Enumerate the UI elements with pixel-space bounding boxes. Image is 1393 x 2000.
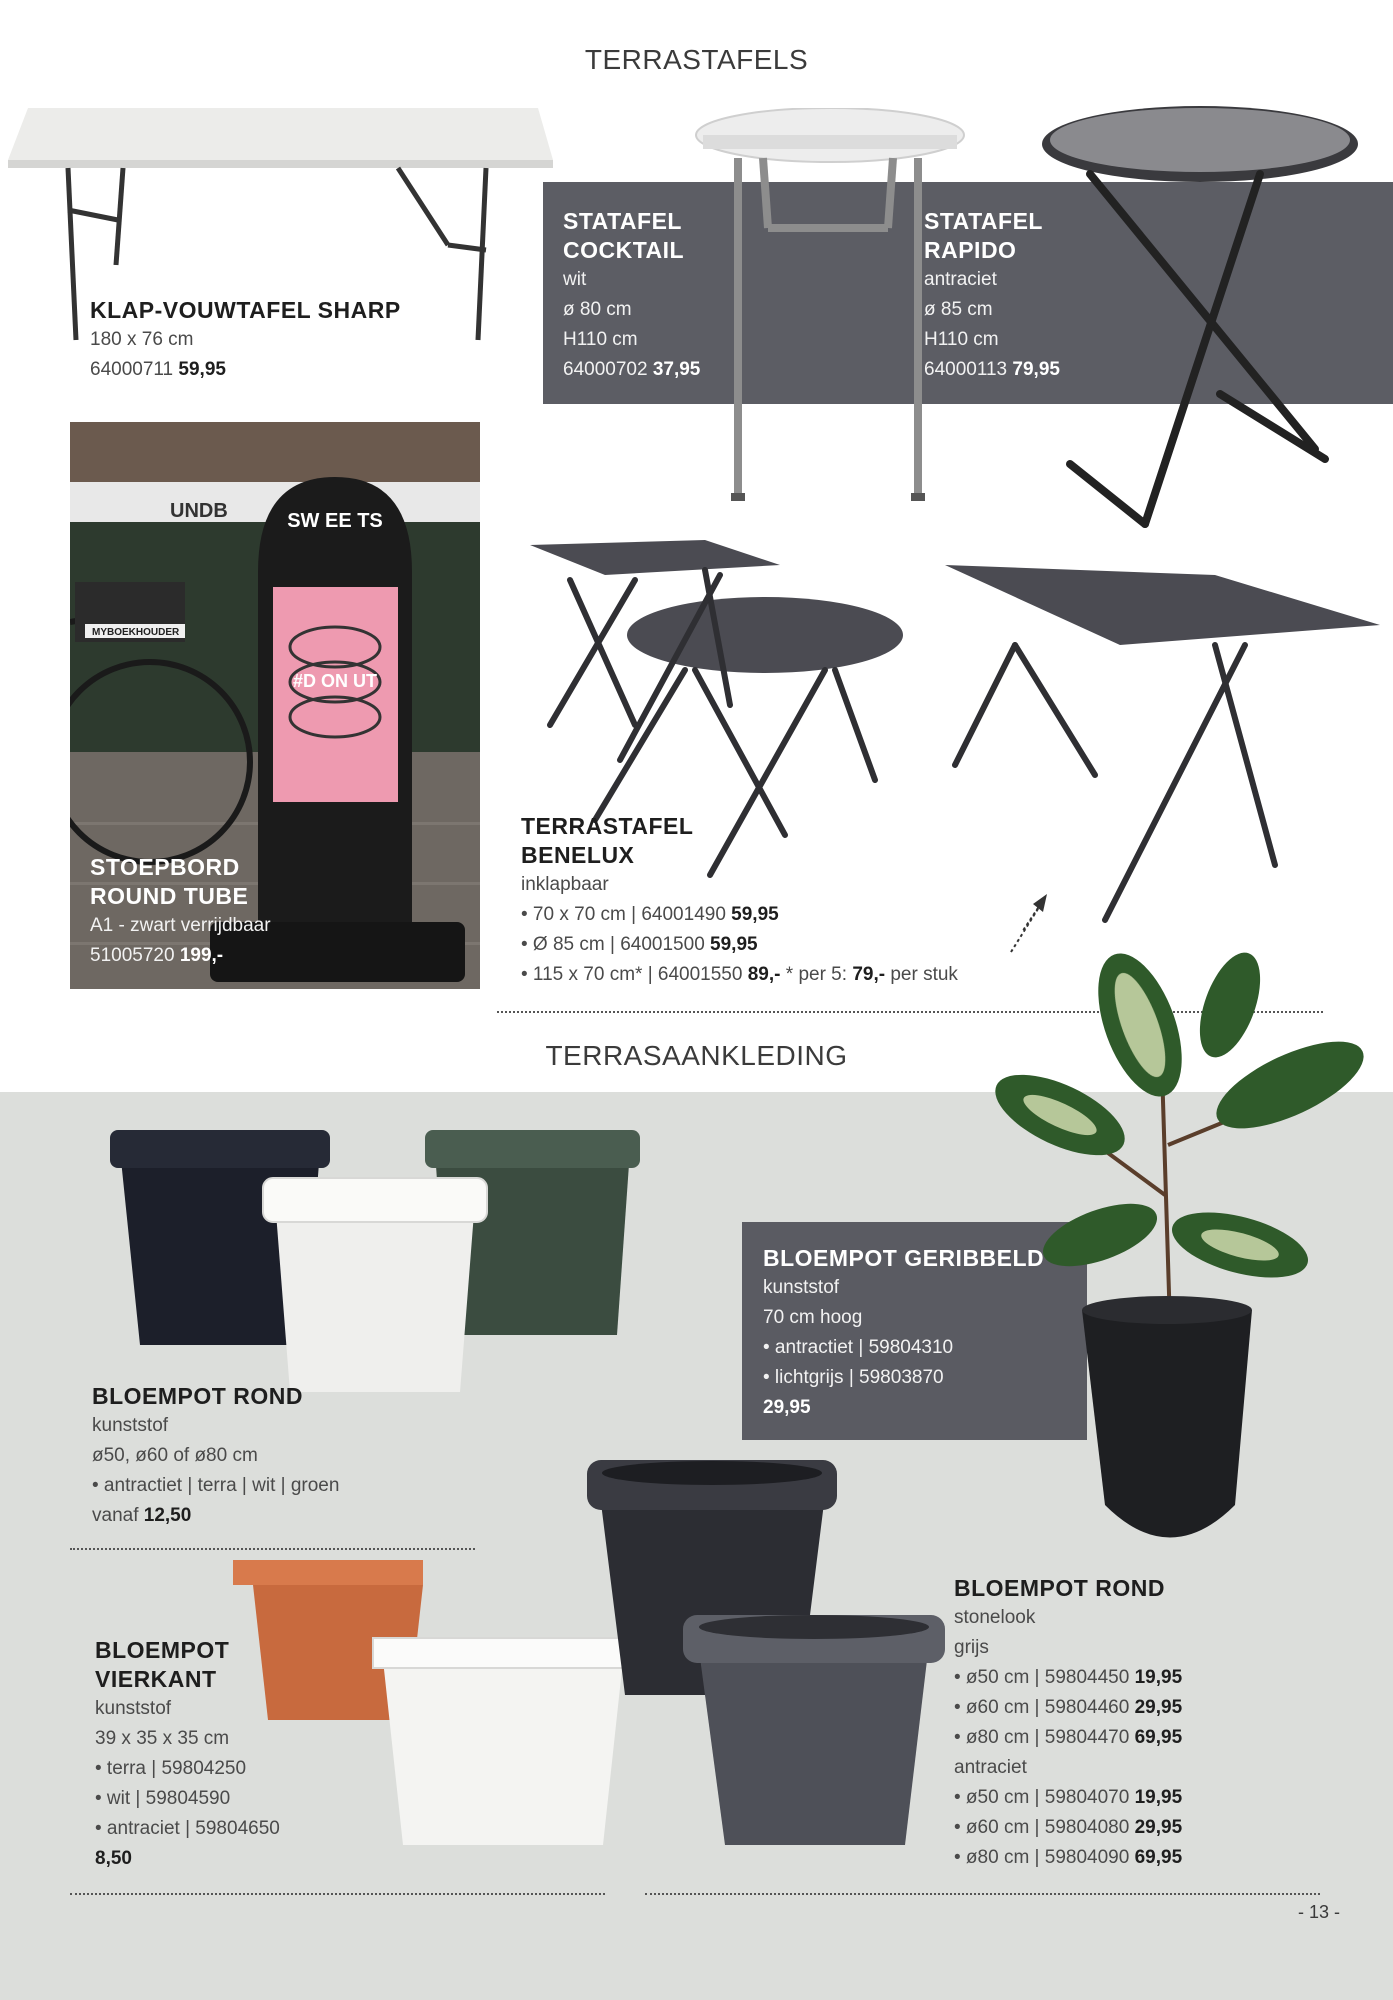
product-material: stonelook [954,1607,1036,1628]
product-code-price: 64000702 37,95 [563,359,701,380]
product-color: wit [563,269,587,290]
product-name-line2: BENELUX [521,842,635,868]
product-code-price: 64000113 79,95 [924,359,1060,380]
product-height: 70 cm hoog [763,1307,863,1328]
variant-row: • 70 x 70 cm | 64001490 59,95 [521,904,779,925]
variant-row: • 115 x 70 cm* | 64001550 89,- * per 5: 79,- per stuk [521,964,958,985]
variant-row: • ø80 cm | 59804090 69,95 [954,1847,1183,1868]
product-klap-vouwtafel [90,296,401,385]
poster-text: #D ON UT [292,671,378,691]
product-name: KLAP-VOUWTAFEL SHARP [90,297,401,323]
section-title-tables: TERRASTAFELS [584,44,809,75]
divider-bottom-right [645,1893,1320,1895]
product-price: 29,95 [763,1397,811,1418]
product-desc: inklapbaar [521,874,609,895]
product-name-line1: TERRASTAFEL [521,813,694,839]
variant-row: • lichtgrijs | 59803870 [763,1367,944,1388]
color-heading: antraciet [954,1757,1027,1778]
product-desc: A1 - zwart verrijdbaar [90,915,271,936]
product-height: H110 cm [924,329,999,350]
variant-row: • ø50 cm | 59804450 19,95 [954,1667,1183,1688]
variant-row: • antractiet | 59804310 [763,1337,954,1358]
section-title-decor: TERRASAANKLEDING [545,1040,848,1071]
variant-row: • terra | 59804250 [95,1758,247,1779]
product-material: kunststof [95,1698,172,1719]
plant-pot-image [990,945,1370,1570]
product-name-line2: ROUND TUBE [90,883,249,909]
product-material: kunststof [92,1415,169,1436]
product-name-line2: COCKTAIL [563,237,685,263]
product-color: antraciet [924,269,997,290]
product-terrastafel-benelux [521,812,958,990]
product-bloempot-rond-stonelook [954,1574,1182,1873]
product-diameter: ø 85 cm [924,299,993,320]
square-pots-image [233,1560,623,1845]
product-statafel-rapido [924,207,1060,385]
divider-rond [70,1548,475,1550]
product-colors: • antractiet | terra | wit | groen [92,1475,340,1496]
product-name: BLOEMPOT ROND [92,1383,303,1409]
variant-row: • wit | 59804590 [95,1788,231,1809]
product-price: vanaf 12,50 [92,1505,192,1526]
variant-row: • antraciet | 59804650 [95,1818,280,1839]
product-bloempot-rond [92,1382,339,1531]
product-code-price: 64000711 59,95 [90,359,226,380]
product-material: kunststof [763,1277,840,1298]
round-pots-image [105,1120,645,1400]
product-name-line1: STOEPBORD [90,854,240,880]
page-number: - 13 - [1297,1902,1340,1922]
product-bloempot-vierkant [95,1636,280,1874]
product-diameter: ø 80 cm [563,299,632,320]
product-statafel-cocktail [563,207,700,385]
divider-bottom-left [70,1893,605,1895]
color-heading: grijs [954,1637,989,1658]
rapido-table-image [1040,104,1360,554]
variant-row: • ø80 cm | 59804470 69,95 [954,1727,1183,1748]
variant-row: • ø60 cm | 59804460 29,95 [954,1697,1183,1718]
stonelook-pots-image [585,1455,945,1850]
product-name: BLOEMPOT GERIBBELD [763,1245,1045,1271]
sign-top-text: SW EE TS [287,510,383,532]
product-code-price: 51005720 199,- [90,945,224,966]
shop-sign: UNDB [170,500,228,522]
product-dims: 39 x 35 x 35 cm [95,1728,230,1749]
variant-row: • ø50 cm | 59804070 19,95 [954,1787,1183,1808]
product-name-line2: VIERKANT [95,1666,217,1692]
product-stoepbord [90,853,271,971]
product-name-line1: STATAFEL [563,208,682,234]
product-height: H110 cm [563,329,638,350]
product-price: 8,50 [95,1848,132,1869]
product-name-line1: BLOEMPOT [95,1637,230,1663]
bike-plate: MYBOEKHOUDER [92,627,180,638]
product-dims: 180 x 76 cm [90,329,194,350]
product-name-line1: STATAFEL [924,208,1043,234]
variant-row: • Ø 85 cm | 64001500 59,95 [521,934,758,955]
variant-row: • ø60 cm | 59804080 29,95 [954,1817,1183,1838]
product-name: BLOEMPOT ROND [954,1575,1165,1601]
product-name-line2: RAPIDO [924,237,1017,263]
product-sizes: ø50, ø60 of ø80 cm [92,1445,258,1466]
